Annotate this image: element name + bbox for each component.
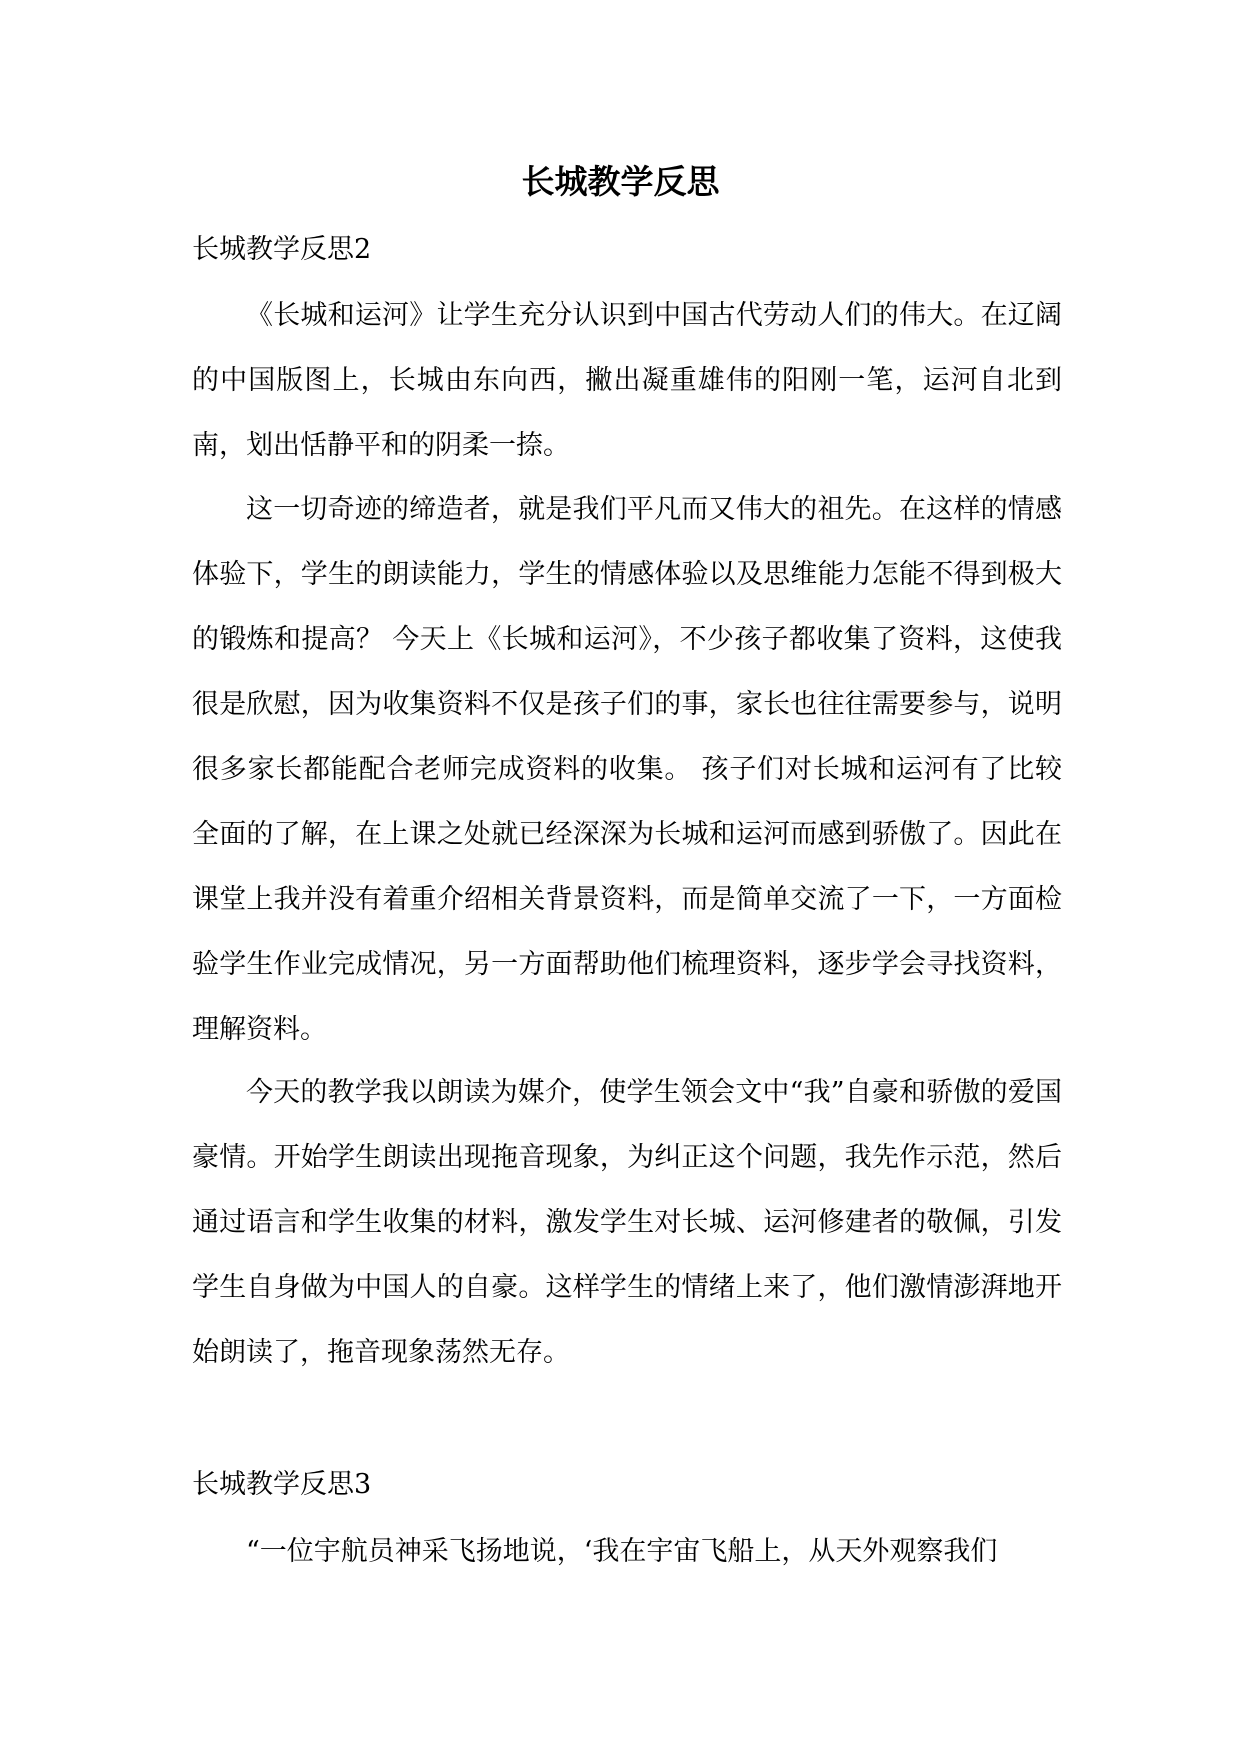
section-heading: 长城教学反思2 — [192, 234, 372, 265]
document-title: 长城教学反思 — [521, 162, 720, 201]
paragraph: “一位宇航员神采飞扬地说，‘我在宇宙飞船上，从天外观察我们 — [246, 1536, 998, 1567]
paragraph: 这一切奇迹的缔造者，就是我们平凡而又伟大的祖先。在这样的情感体验下，学生的朗读能力，学生的情感体验以及思维能力怎能不得到极大的锻炼和提高？ 今天上《长城和运河》，不少孩子都收集了资料，这使我很是欣慰，因为收集资料不仅是孩子们的事，家长也往往需要参与，说明很多家长都能配合老师完成资料的收集。 孩子们对长城和运河有了比较全面的了解，在上课之处就已经深深为长城和运河而感到骄傲了。因此在课堂上我并没有着重介绍相关背景资料，而是简单交流了一下，一方面检验学生作业完成情况，另一方面帮助他们梳理资料，逐步学会寻找资料，理解资料。 — [192, 494, 1062, 1045]
paragraph: 今天的教学我以朗读为媒介，使学生领会文中“我”自豪和骄傲的爱国豪情。开始学生朗读出现拖音现象，为纠正这个问题，我先作示范，然后通过语言和学生收集的材料，激发学生对长城、运河修建者的敬佩，引发学生自身做为中国人的自豪。这样学生的情绪上来了，他们激情澎湃地开始朗读了，拖音现象荡然无存。 — [192, 1077, 1062, 1368]
section-heading: 长城教学反思3 — [192, 1469, 372, 1500]
paragraph: 《长城和运河》让学生充分认识到中国古代劳动人们的伟大。在辽阔的中国版图上，长城由东向西，撇出凝重雄伟的阳刚一笔，运河自北到南，划出恬静平和的阴柔一捺。 — [192, 300, 1062, 461]
